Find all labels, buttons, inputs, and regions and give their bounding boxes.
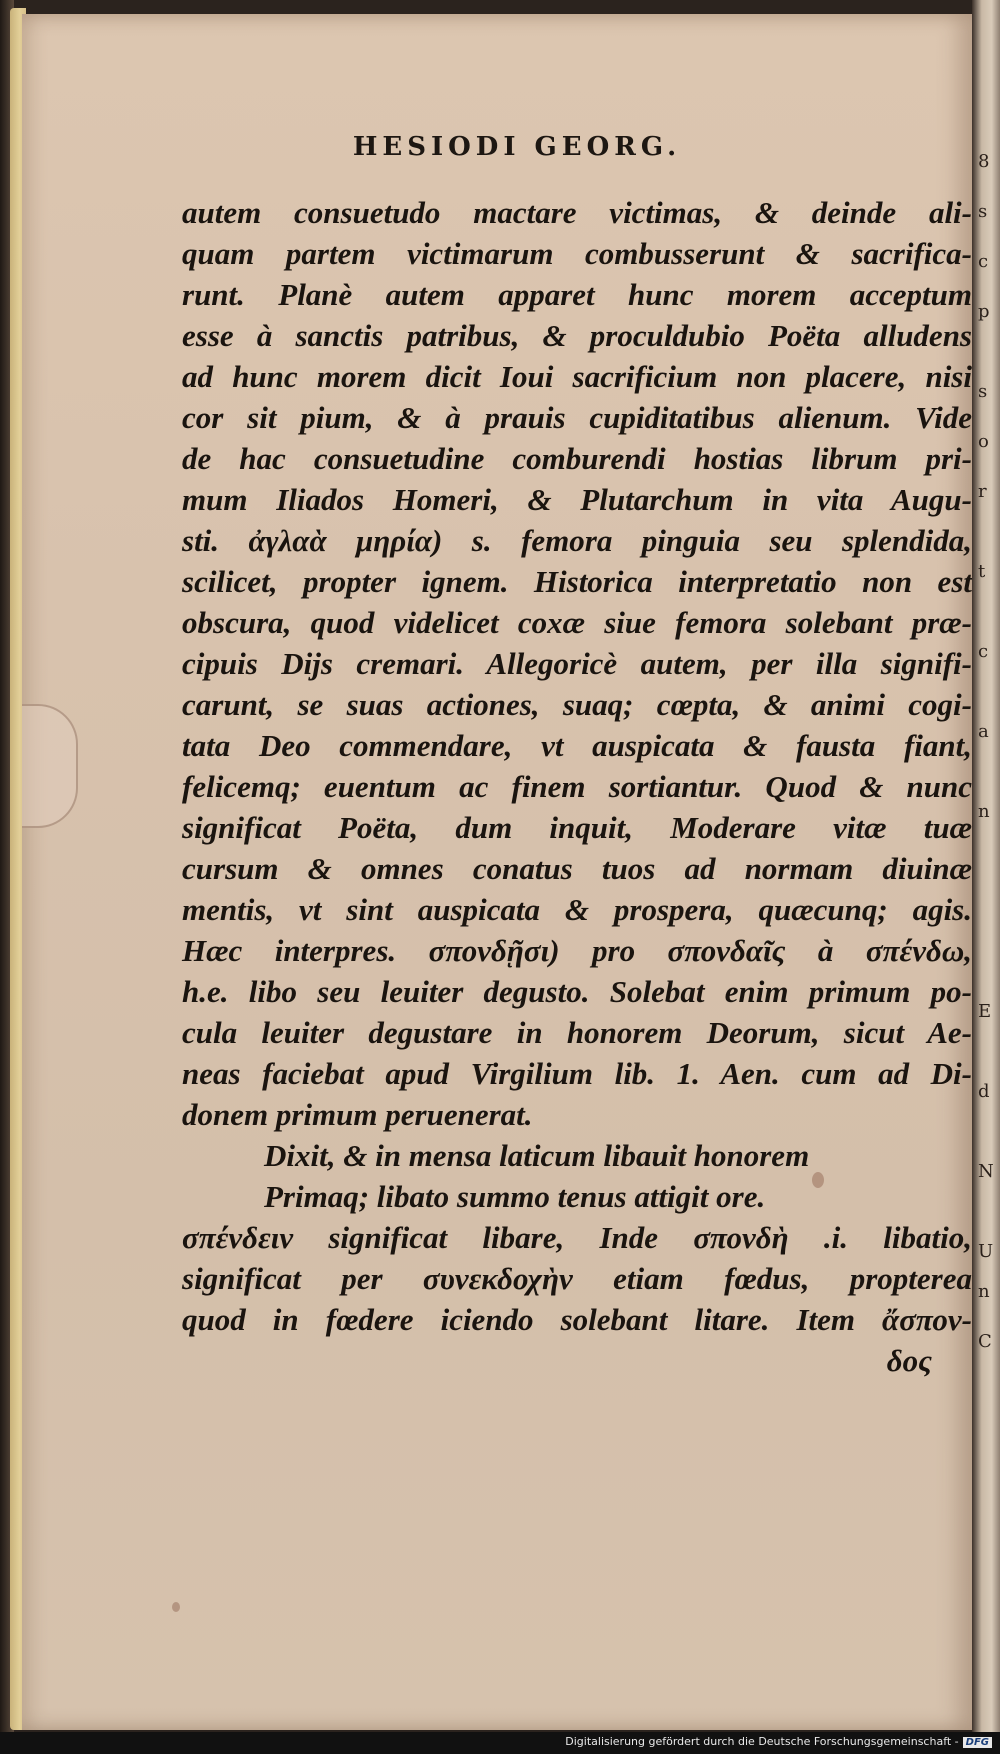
running-head: HESIODI GEORG. [352,132,682,162]
verse-line: Dixit, & in mensa laticum libauit honorem [264,1138,810,1173]
funding-credit-text: Digitalisierung gefördert durch die Deutsche Forschungsgemeinschaft - [565,1735,959,1748]
text-line: felicemq; euentum ac finem sortiantur. Quod & nunc [182,769,972,804]
facing-glyph: p [978,301,990,322]
text-line: scilicet, propter ignem. Historica interpretatio non est [182,564,972,599]
facing-glyph: n [978,1281,990,1302]
book-page [22,14,972,1730]
facing-glyph: s [978,381,988,402]
facing-glyph: c [978,641,989,662]
funding-credit [565,1735,992,1748]
text-line: cula leuiter degustare in honorem Deorum, sicut Ae- [182,1015,972,1050]
facing-glyph: t [978,561,986,582]
clasp-tab-shadow [22,704,78,828]
facing-glyph: 8 [978,151,990,172]
commentary-text [182,192,972,1381]
text-line: runt. Planè autem apparet hunc morem acceptum [182,277,972,312]
text-line: significat Poëta, dum inquit, Moderare vitæ tuæ [182,810,972,845]
dfg-logo: DFG [963,1737,992,1748]
text-line: mum Iliados Homeri, & Plutarchum in vita Augu- [182,482,972,517]
text-line: significat per συνεκδοχὴν etiam fœdus, propterea [182,1261,972,1296]
credit-bar [0,1732,1000,1754]
text-line: h.e. libo seu leuiter degusto. Solebat enim primum po- [182,974,972,1009]
text-line: cor sit pium, & à prauis cupiditatibus alienum. Vide [182,400,972,435]
catchword: δος [886,1343,932,1378]
text-line: Hæc interpres. σπονδῇσι) pro σπονδαῖς à σπένδω, [182,933,972,968]
text-line: sti. ἀγλαὰ μηρία) s. femora pinguia seu splendida, [182,523,972,558]
text-line: tata Deo commendare, vt auspicata & fausta fiant, [182,728,972,763]
text-line: cursum & omnes conatus tuos ad normam diuinæ [182,851,972,886]
facing-glyph: d [978,1081,990,1102]
text-line: obscura, quod videlicet coxæ siue femora solebant præ- [182,605,972,640]
facing-glyph: n [978,801,990,822]
text-line: autem consuetudo mactare victimas, & deinde ali- [182,195,972,230]
facing-glyph: s [978,201,988,222]
text-line: ad hunc morem dicit Ioui sacrificium non placere, nisi [182,359,972,394]
facing-glyph: c [978,251,989,272]
ink-stain [172,1602,180,1612]
text-line: σπένδειν significat libare, Inde σπονδὴ .i. libatio, [182,1220,972,1255]
text-line: neas faciebat apud Virgilium lib. 1. Aen. cum ad Di- [182,1056,972,1091]
facing-glyph: C [978,1331,992,1352]
text-line: cipuis Dijs cremari. Allegoricè autem, per illa signifi- [182,646,972,681]
facing-glyph: N [978,1161,994,1182]
text-line: esse à sanctis patribus, & proculdubio Poëta alludens [182,318,972,353]
text-line: quam partem victimarum combusserunt & sacrifica- [182,236,972,271]
text-line: de hac consuetudine comburendi hostias librum pri- [182,441,972,476]
facing-glyph: r [978,481,987,502]
verse-line: Primaq; libato summo tenus attigit ore. [264,1179,766,1214]
facing-glyph: a [978,721,989,742]
text-line: quod in fœdere iciendo solebant litare. Item ἄσπον- [182,1302,972,1337]
text-line: carunt, se suas actiones, suaq; cœpta, & animi cogi- [182,687,972,722]
text-line: mentis, vt sint auspicata & prospera, quæcunq; agis. [182,892,972,927]
facing-glyph: U [978,1241,994,1262]
text-line: donem primum peruenerat. [182,1097,533,1132]
facing-glyph: E [978,1001,992,1022]
facing-page-edge [972,0,1000,1754]
facing-glyph: o [978,431,989,452]
